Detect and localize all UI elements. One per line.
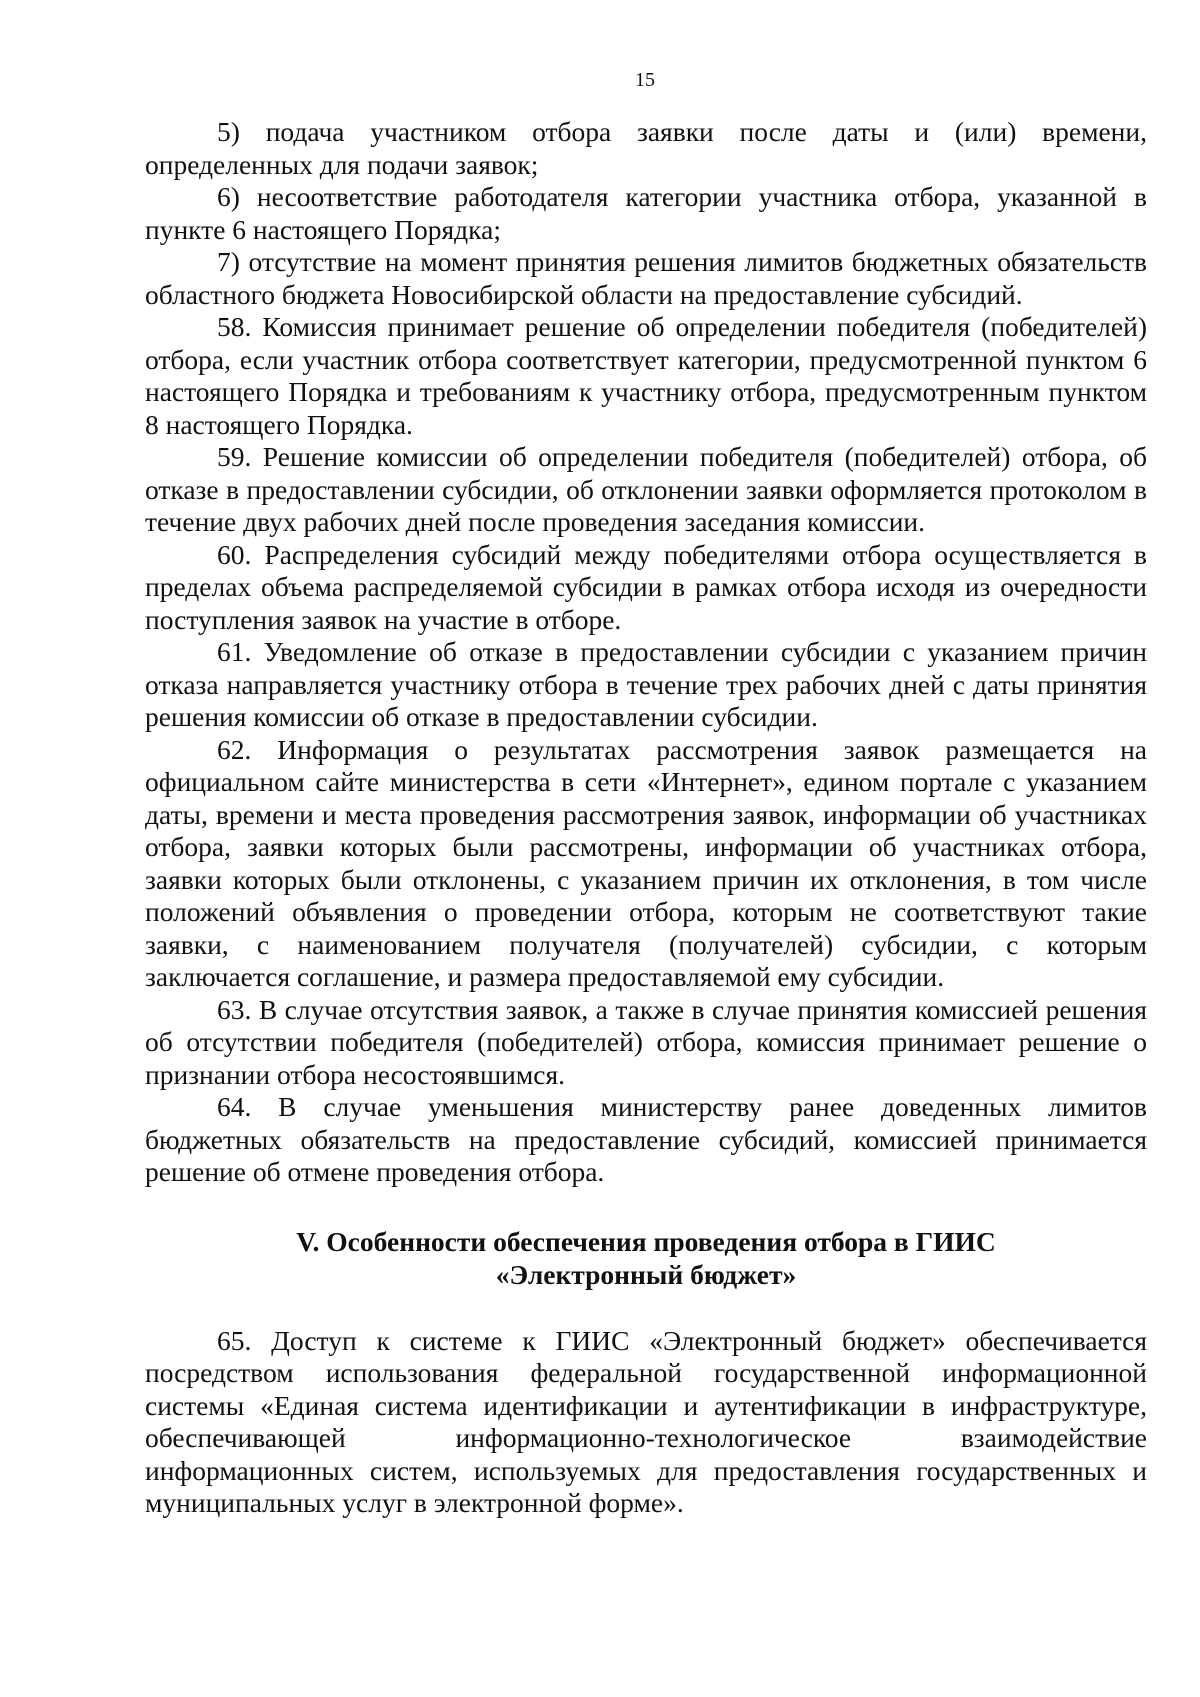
document-body <box>145 116 1147 1520</box>
section-heading-line-2: «Электронный бюджет» <box>495 1258 797 1290</box>
paragraph-60: 60. Распределения субсидий между победителями отбора осуществляется в пределах объема распределяемой субсидии в рамках отбора исходя из очередности поступления заявок на участие в отборе. <box>145 538 1147 635</box>
paragraph-59: 59. Решение комиссии об определении победителя (победителей) отбора, об отказе в предоставлении субсидии, об отклонении заявки оформляется протоколом в течение двух рабочих дней после проведения заседания комиссии. <box>145 441 1147 537</box>
section-heading <box>145 1225 1147 1291</box>
paragraph-58: 58. Комиссия принимает решение об определении победителя (победителей) отбора, если участник отбора соответствует категории, предусмотренной пунктом 6 настоящего Порядка и требованиям к участнику отбора, предусмотренным пунктом 8 настоящего Порядка. <box>145 311 1147 440</box>
paragraph-65: 65. Доступ к системе к ГИИС «Электронный бюджет» обеспечивается посредством использования федеральной государственной информационной системы «Единая система идентификации и аутентификации в инфраструктуре, обеспечивающей информационно-технологическое взаимодействие информационных систем, используемых для предоставления государственных и муниципальных услуг в электронной форме». <box>145 1324 1147 1518</box>
page-number: 15 <box>635 69 655 91</box>
paragraph-62: 62. Информация о результатах рассмотрения заявок размещается на официальном сайте министерства в сети «Интернет», едином портале с указанием даты, времени и места проведения рассмотрения заявок, информации об участниках отбора, заявки которых были рассмотрены, информации об участниках отбора, заявки которых были отклонены, с указанием причин их отклонения, в том числе положений объявления о проведении отбора, которым не соответствуют такие заявки, с наименованием получателя (получателей) субсидии, с которым заключается соглашение, и размера предоставляемой ему субсидии. <box>145 733 1147 992</box>
paragraph-item-6: 6) несоответствие работодателя категории участника отбора, указанной в пункте 6 настоящего Порядка; <box>145 181 1147 245</box>
paragraph-item-5: 5) подача участником отбора заявки после даты и (или) времени, определенных для подачи заявок; <box>145 116 1147 180</box>
section-heading-line-1: V. Особенности обеспечения проведения отбора в ГИИС <box>296 1225 996 1257</box>
paragraph-item-7: 7) отсутствие на момент принятия решения лимитов бюджетных обязательств областного бюджета Новосибирской области на предоставление субсидий. <box>145 246 1147 310</box>
paragraph-64: 64. В случае уменьшения министерству ранее доведенных лимитов бюджетных обязательств на предоставление субсидий, комиссией принимается решение об отмене проведения отбора. <box>145 1091 1147 1187</box>
paragraph-63: 63. В случае отсутствия заявок, а также в случае принятия комиссией решения об отсутствии победителя (победителей) отбора, комиссия принимает решение о признании отбора несостоявшимся. <box>145 993 1147 1090</box>
paragraph-61: 61. Уведомление об отказе в предоставлении субсидии с указанием причин отказа направляется участнику отбора в течение трех рабочих дней с даты принятия решения комиссии об отказе в предоставлении субсидии. <box>145 636 1147 732</box>
